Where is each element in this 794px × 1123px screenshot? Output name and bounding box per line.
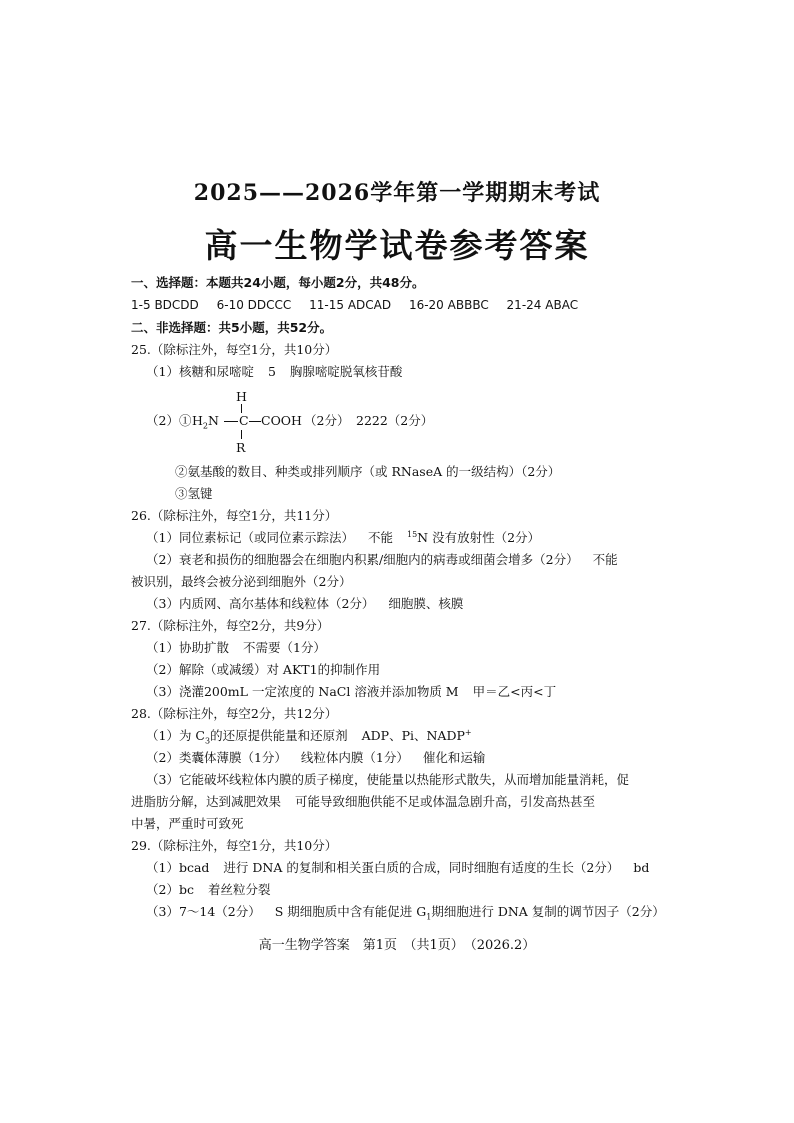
q29-heading: 29.（除标注外，每空1分，共10分） xyxy=(131,838,338,853)
q29-part3: （3）7～14（2分） S 期细胞质中含有能促进 $G_1$期细胞进行 DNA 复制的调节因子（2分） xyxy=(146,904,665,922)
choice-answers: 1-5 BDCDD 6-10 DDCCC 11-15 ADCAD 16-20 ABBBC 21-24 ABAC xyxy=(131,298,579,312)
q25-part1: （1）核糖和尿嘧啶 5 胸腺嘧啶脱氧核苷酸 xyxy=(146,364,403,379)
q28-part3-end: 中暑，严重时可致死 xyxy=(131,816,244,831)
q28-part2: （2）类囊体薄膜（1分） 线粒体内膜（1分） 催化和运输 xyxy=(146,750,486,765)
q25-part2b: ②氨基酸的数目、种类或排列顺序（或 RNaseA 的一级结构）（2分） xyxy=(175,464,561,479)
q26-part1: （1）同位素标记（或同位素示踪法） 不能 $^{15}$N 没有放射性（2分） xyxy=(146,529,541,545)
q29-part2: （2）bc 着丝粒分裂 xyxy=(146,882,271,897)
amino-acid-formula: （2）① $H_2N$ C COOH （2分） 2222（2分） H R xyxy=(146,389,434,455)
q28-part3: （3）它能破坏线粒体内膜的质子梯度，使能量以热能形式散失，从而增加能量消耗，促 xyxy=(146,772,629,787)
q26-part2-cont: 被识别，最终会被分泌到细胞外（2分） xyxy=(131,574,352,589)
q25-part2c: ③氢键 xyxy=(175,486,213,501)
q26-heading: 26.（除标注外，每空1分，共11分） xyxy=(131,508,338,523)
answer-key-title: 高一生物学试卷参考答案 xyxy=(204,226,590,265)
section2-heading: 二、非选择题：共5小题，共52分。 xyxy=(131,320,333,335)
q26-part3: （3）内质网、高尔基体和线粒体（2分） 细胞膜、核膜 xyxy=(146,596,464,611)
q25-heading: 25.（除标注外，每空1分，共10分） xyxy=(131,342,338,357)
q27-part2: （2）解除（或减缓）对 AKT1的抑制作用 xyxy=(146,662,381,677)
section1-heading: 一、选择题：本题共24小题，每小题2分，共48分。 xyxy=(131,275,425,290)
exam-title: 2025——2026学年第一学期期末考试 xyxy=(193,180,601,206)
page-footer: 高一生物学答案 第1页 （共1页） （2026.2） xyxy=(258,938,536,953)
q28-part1: （1）为 $C_3$的还原提供能量和还原剂 ADP、Pi、NADP+ xyxy=(146,727,472,746)
q28-heading: 28.（除标注外，每空2分，共12分） xyxy=(131,706,338,721)
q27-part3: （3）浇灌200mL 一定浓度的 NaCl 溶液并添加物质 M 甲＝乙<丙<丁 xyxy=(146,684,557,699)
q29-part1: （1）bcad 进行 DNA 的复制和相关蛋白质的合成，同时细胞有适度的生长（2分） bd xyxy=(146,860,650,875)
q27-part1: （1）协助扩散 不需要（1分） xyxy=(146,640,326,655)
q26-part2: （2）衰老和损伤的细胞器会在细胞内积累/细胞内的病毒或细菌会增多（2分） 不能 xyxy=(146,552,618,567)
q28-part3-cont: 进脂肪分解，达到减肥效果 可能导致细胞供能不足或体温急剧升高，引发高热甚至 xyxy=(131,794,596,809)
q27-heading: 27.（除标注外，每空2分，共9分） xyxy=(131,618,330,633)
